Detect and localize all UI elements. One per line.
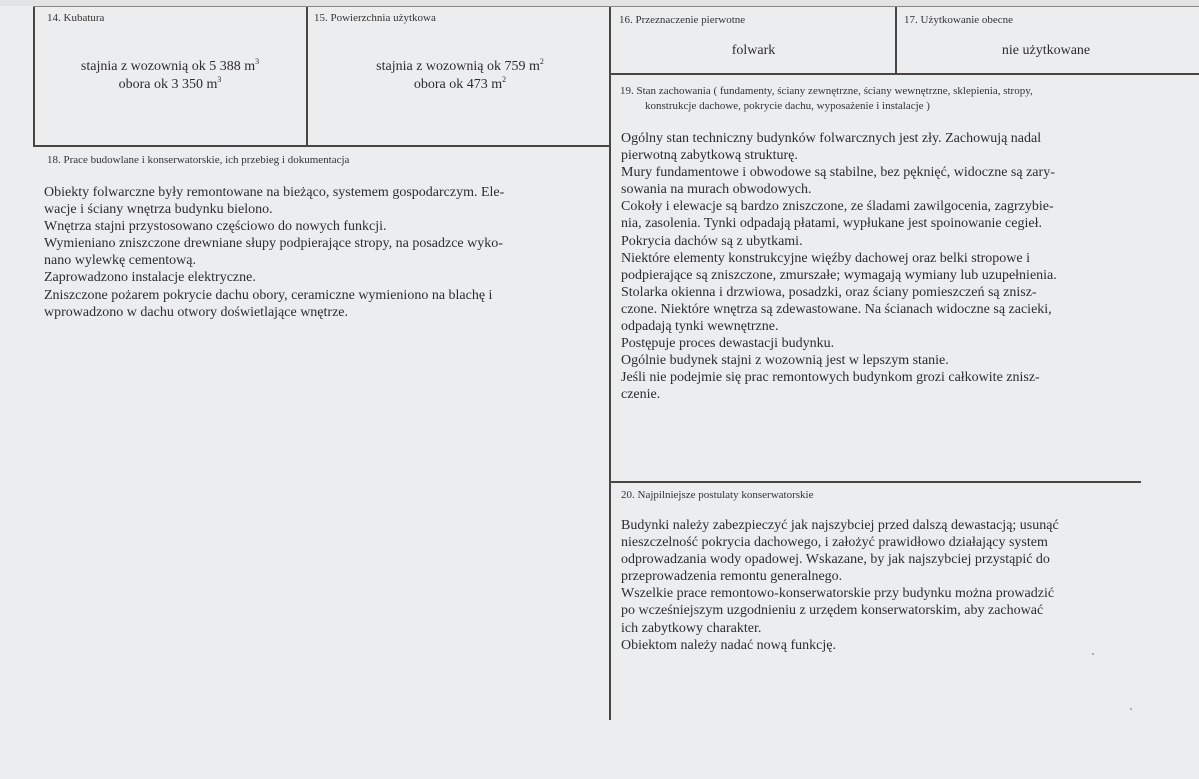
text-line: wprowadzono w dachu otwory doświetlające wnętrze. [44, 304, 349, 320]
text-line: pierwotną zabytkową strukturę. [621, 148, 798, 164]
text-line: czone. Niektóre wnętrza są zdewastowane. Na ścianach widoczne są zacieki, [621, 301, 1052, 317]
text-line: Ogólnie budynek stajni z wozownią jest w lepszym stanie. [621, 353, 949, 369]
prace-text [44, 184, 600, 321]
prace-header: 18. Prace budowlane i konserwatorskie, ich przebieg i dokumentacja [47, 154, 350, 166]
powierzchnia-obora: obora ok 473 $m^2$ [413, 75, 507, 92]
divider-left-edge [33, 6, 35, 146]
text-line: Wszelkie prace remontowo-konserwatorskie przy budynku można prowadzić [621, 586, 1055, 602]
stan-header-line2: konstrukcje dachowe, pokrycie dachu, wyposażenie i instalacje ) [645, 100, 930, 112]
powierzchnia-stajnia: stajnia z wozownią ok 759 $m^2$ [376, 57, 544, 74]
text-line: Obiektom należy nadać nową funkcję. [621, 637, 836, 653]
divider-above-20 [609, 481, 1141, 483]
divider-above-18 [33, 145, 611, 147]
text-line: nano wylewkę cementową. [44, 253, 196, 269]
divider-top-right [33, 6, 1199, 7]
powierzchnia-header: 15. Powierzchnia użytkowa [314, 12, 436, 24]
text-line: nia, zasolenia. Tynki odpadają płatami, wypłukane jest spoinowanie cegieł. [621, 216, 1042, 232]
uzytkowanie-header: 17. Użytkowanie obecne [904, 14, 1014, 26]
text-line: Budynki należy zabezpieczyć jak najszybciej przed dalszą dewastacją; usunąć [621, 518, 1059, 533]
divider-16-17 [895, 6, 897, 74]
superscript-2: 2 [502, 75, 507, 84]
text-line: Obiekty folwarczne były remontowane na bieżąco, systemem gospodarczym. Ele- [44, 185, 505, 200]
text-line: odprowadzania wody opadowej. Wskazane, by jak najszybciej przystąpić do [621, 552, 1050, 568]
text-line: Mury fundamentowe i obwodowe są stabilne, bez pęknięć, widoczne są zary- [621, 165, 1055, 181]
text-line: Zaprowadzono instalacje elektryczne. [44, 270, 256, 286]
text-line: podpierające są zniszczone, zmurszałe; wymagają wymiany lub uzupełnienia. [621, 267, 1057, 283]
text-line: Wymieniano zniszczone drewniane słupy podpierające stropy, na posadzce wyko- [44, 236, 503, 252]
postulaty-text [621, 517, 1131, 654]
uzytkowanie-value: nie użytkowane [1001, 43, 1091, 58]
kubatura-stajnia: stajnia z wozownią ok 5 388 $m^3$ [80, 57, 260, 74]
divider-14-15 [306, 6, 308, 146]
kubatura-obora: obora ok 3 350 $m^3$ [118, 75, 222, 92]
text-line: Stolarka okienna i drzwiowa, posadzki, oraz ściany pomieszczeń są znisz- [621, 284, 1037, 300]
text-line: Niektóre elementy konstrukcyjne więźby dachowej oraz belki stropowe i [621, 250, 1030, 266]
text-line: Cokoły i elewacje są bardzo zniszczone, ze śladami zawilgocenia, zagrzybie- [621, 199, 1054, 215]
text-line: Wnętrza stajni przystosowano częściowo do nowych funkcji. [44, 219, 387, 235]
text-line: ich zabytkowy charakter. [621, 620, 762, 636]
postulaty-header: 20. Najpilniejsze postulaty konserwatorskie [621, 489, 814, 501]
text-line: Ogólny stan techniczny budynków folwarcznych jest zły. Zachowują nadal [621, 131, 1042, 146]
stan-text [621, 130, 1131, 404]
text-line: Pokrycia dachów są z ubytkami. [621, 233, 803, 249]
text-line: czenie. [621, 387, 661, 403]
superscript-3: 3 [217, 75, 222, 84]
paper-speck [1130, 708, 1132, 710]
text-line: Postępuje proces dewastacji budynku. [621, 336, 835, 352]
paper-speck [1092, 653, 1094, 655]
divider-above-19 [609, 73, 1199, 75]
stan-header-line1: 19. Stan zachowania ( fundamenty, ściany zewnętrzne, ściany wewnętrzne, sklepienia, stropy, [620, 85, 1033, 97]
text-line: Zniszczone pożarem pokrycie dachu obory, ceramiczne wymieniono na blachę i [44, 287, 493, 303]
divider-center [609, 6, 611, 720]
text-line: nieszczelność pokrycia dachowego, i założyć prawidłowo działający system [621, 535, 1048, 551]
superscript-3: 3 [255, 57, 260, 66]
superscript-2: 2 [539, 57, 544, 66]
przeznaczenie-header: 16. Przeznaczenie pierwotne [619, 14, 746, 26]
text-line: wacje i ściany wnętrza budynku bielono. [44, 202, 273, 218]
przeznaczenie-value: folwark [731, 43, 776, 58]
text-line: przeprowadzenia remontu generalnego. [621, 569, 843, 585]
text-line: odpadają tynki wewnętrzne. [621, 319, 779, 335]
kubatura-header: 14. Kubatura [47, 12, 105, 24]
text-line: po wcześniejszym uzgodnieniu z urzędem konserwatorskim, aby zachować [621, 603, 1044, 619]
text-line: sowania na murach obwodowych. [621, 182, 812, 198]
text-line: Jeśli nie podejmie się prac remontowych budynkom grozi całkowite znisz- [621, 370, 1040, 386]
